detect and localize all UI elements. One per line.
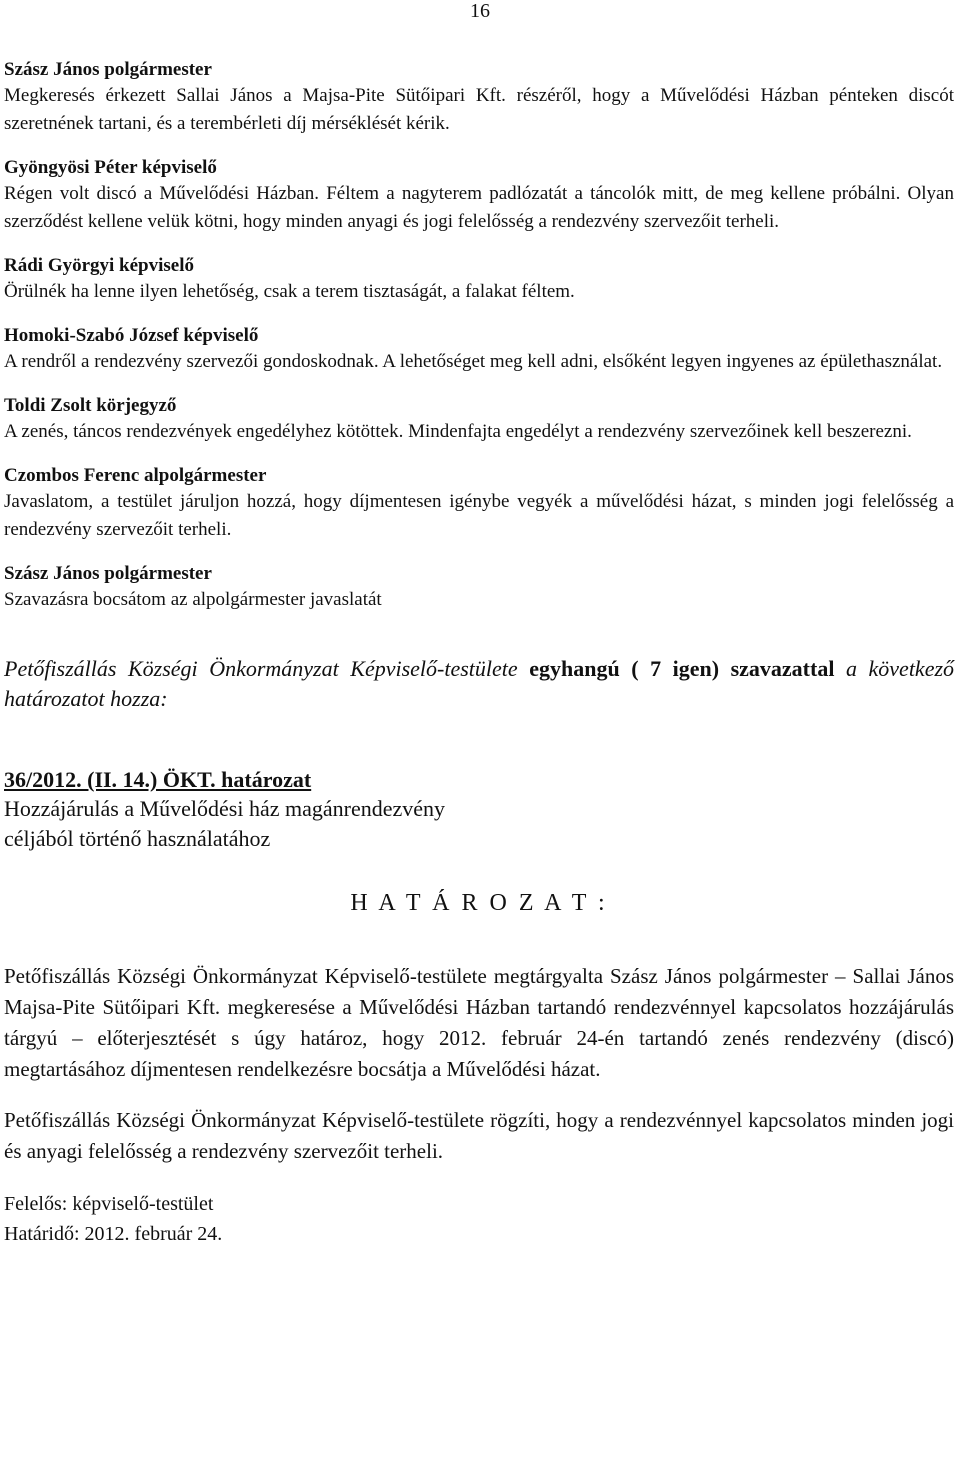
- speaker-name: Gyöngyösi Péter képviselő: [4, 157, 217, 178]
- speaker-text: Régen volt discó a Művelődési Házban. Féltem a nagyterem padlózatát a táncolók mitt, de meg kellene próbálni. Olyan szerződést kellene velük kötni, hogy minden anyagi és jogi felelősség a rendezvény szervezőit terheli.: [4, 183, 954, 232]
- speaker-name: Szász János polgármester: [4, 563, 212, 584]
- speaker-block: [4, 324, 954, 376]
- deadline-line: Határidő: 2012. február 24.: [4, 1223, 223, 1245]
- speaker-block: [4, 58, 954, 138]
- voting-suffix: a következő határozatot hozza:: [4, 656, 955, 711]
- responsible-line: Felelős: képviselő-testület: [4, 1193, 214, 1215]
- resolution-paragraph: Petőfiszállás Községi Önkormányzat Képviselő-testülete rögzíti, hogy a rendezvénnyel kapcsolatos minden jogi és anyagi felelősség a rendezvény szervezőit terheli.: [4, 1108, 954, 1163]
- speaker-name: Toldi Zsolt körjegyző: [4, 395, 177, 416]
- speaker-block: [4, 156, 954, 236]
- speaker-text: Örülnék ha lenne ilyen lehetőség, csak a terem tisztaságát, a falakat féltem.: [4, 281, 575, 302]
- speaker-text: Megkeresés érkezett Sallai János a Majsa-Pite Sütőipari Kft. részéről, hogy a Művelődési Házban pénteken discót szeretnének tartani, és a terembérleti díj mérséklését kérik.: [4, 85, 954, 134]
- resolution-number: 36/2012. (II. 14.) ÖKT. határozat: [4, 767, 312, 792]
- resolution-subject-line: Hozzájárulás a Művelődési ház magánrendezvény: [4, 796, 446, 821]
- speaker-block: [4, 254, 954, 306]
- speaker-name: Szász János polgármester: [4, 59, 212, 80]
- document-body: [4, 58, 954, 1249]
- speaker-text: Javaslatom, a testület járuljon hozzá, hogy díjmentesen igénybe vegyék a művelődési házat, s minden jogi felelősség a rendezvény szervezőit terheli.: [4, 491, 954, 540]
- speaker-block: [4, 562, 954, 614]
- resolution-heading: H A T Á R O Z A T :: [350, 890, 608, 916]
- voting-count: egyhangú ( 7 igen) szavazattal: [529, 656, 835, 681]
- speaker-text: A rendről a rendezvény szervezői gondoskodnak. A lehetőséget meg kell adni, elsőként legyen ingyenes az épülethasználat.: [4, 351, 943, 372]
- resolution-paragraph: Petőfiszállás Községi Önkormányzat Képviselő-testülete megtárgyalta Szász János polgármester – Sallai János Majsa-Pite Sütőipari Kft. megkeresése a Művelődési Házban tartandó rendezvénnyel kapcsolatos hozzájárulás tárgyú – előterjesztését s úgy határoz, hogy 2012. február 24-én tartandó zenés rendezvény (discó) megtartásához díjmentesen rendelkezésre bocsátja a Művelődési házat.: [4, 964, 954, 1081]
- speaker-name: Homoki-Szabó József képviselő: [4, 325, 259, 346]
- speaker-name: Rádi Györgyi képviselő: [4, 255, 195, 276]
- page-number: 16: [470, 0, 490, 22]
- resolution-subject-line: céljából történő használatához: [4, 826, 271, 851]
- responsibility-block: [4, 1189, 954, 1249]
- voting-result: [4, 654, 954, 714]
- speaker-block: [4, 394, 954, 446]
- speaker-name: Czombos Ferenc alpolgármester: [4, 465, 267, 486]
- speaker-text: A zenés, táncos rendezvények engedélyhez kötöttek. Mindenfajta engedélyt a rendezvény szervezőinek kell beszerezni.: [4, 421, 912, 442]
- speaker-block: [4, 464, 954, 544]
- speaker-text: Szavazásra bocsátom az alpolgármester javaslatát: [4, 589, 382, 610]
- voting-body: Petőfiszállás Községi Önkormányzat Képviselő-testülete: [4, 656, 518, 681]
